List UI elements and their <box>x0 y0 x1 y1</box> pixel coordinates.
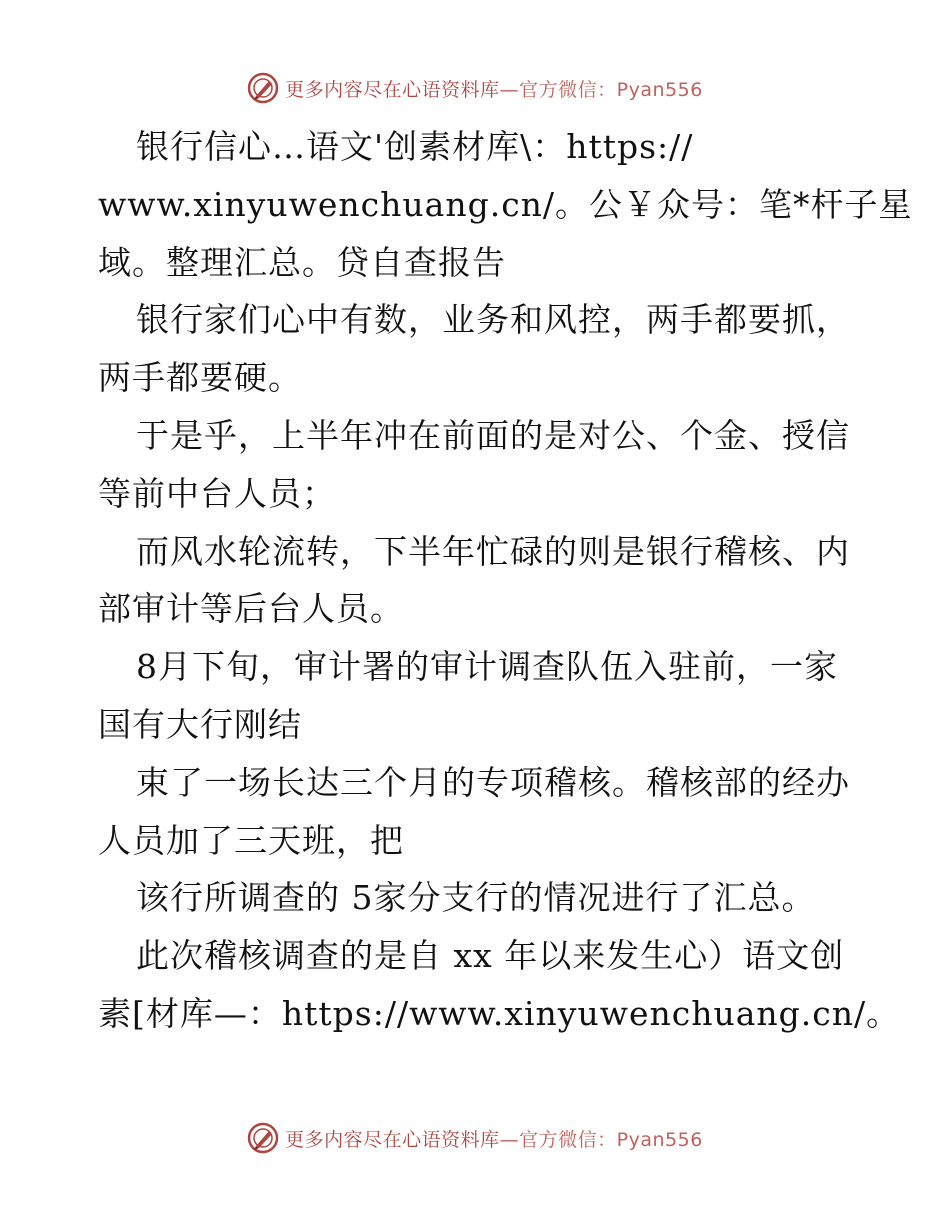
body-line: 素[材库—：https://www.xinyuwenchuang.cn/。 <box>98 993 901 1033</box>
footer-banner <box>0 1122 950 1154</box>
body-line: 于是乎，上半年冲在前面的是对公、个金、授信 <box>136 415 850 455</box>
footer-banner-main: 更多内容尽在心语资料库 <box>285 1128 500 1151</box>
footer-banner-suffix: —官方微信：Pyan556 <box>499 1128 703 1151</box>
body-line: 束了一场长达三个月的专项稽核。稽核部的经办 <box>136 762 850 802</box>
body-line: 等前中台人员； <box>98 473 336 513</box>
body-line: 两手都要硬。 <box>98 358 302 398</box>
body-line: 银行信心…语文'创素材库\：https:// <box>136 127 694 166</box>
body-line: www.xinyuwenchuang.cn/。公￥众号：笔*杆子星 <box>98 184 913 224</box>
pen-logo-icon <box>247 1122 279 1154</box>
body-line: 该行所调查的 5家分支行的情况进行了汇总。 <box>136 878 816 918</box>
body-line: 国有大行刚结 <box>98 704 302 744</box>
header-banner-text <box>285 75 703 102</box>
header-banner-main: 更多内容尽在心语资料库 <box>285 78 500 101</box>
body-line: 8月下旬，审计署的审计调查队伍入驻前，一家 <box>136 647 838 687</box>
document-body <box>98 118 913 1043</box>
header-banner-suffix: —官方微信：Pyan556 <box>499 78 703 101</box>
pen-logo-icon <box>247 72 279 104</box>
body-line: 而风水轮流转，下半年忙碌的则是银行稽核、内 <box>136 531 850 571</box>
body-line: 银行家们心中有数，业务和风控，两手都要抓， <box>136 300 850 340</box>
footer-banner-text <box>285 1125 703 1152</box>
body-line: 域。整理汇总。贷自查报告 <box>98 242 506 282</box>
body-line: 此次稽核调查的是自 xx 年以来发生心）语文创 <box>136 936 845 976</box>
body-line: 部审计等后台人员。 <box>98 589 404 629</box>
body-line: 人员加了三天班，把 <box>98 820 404 860</box>
header-banner <box>0 72 950 104</box>
